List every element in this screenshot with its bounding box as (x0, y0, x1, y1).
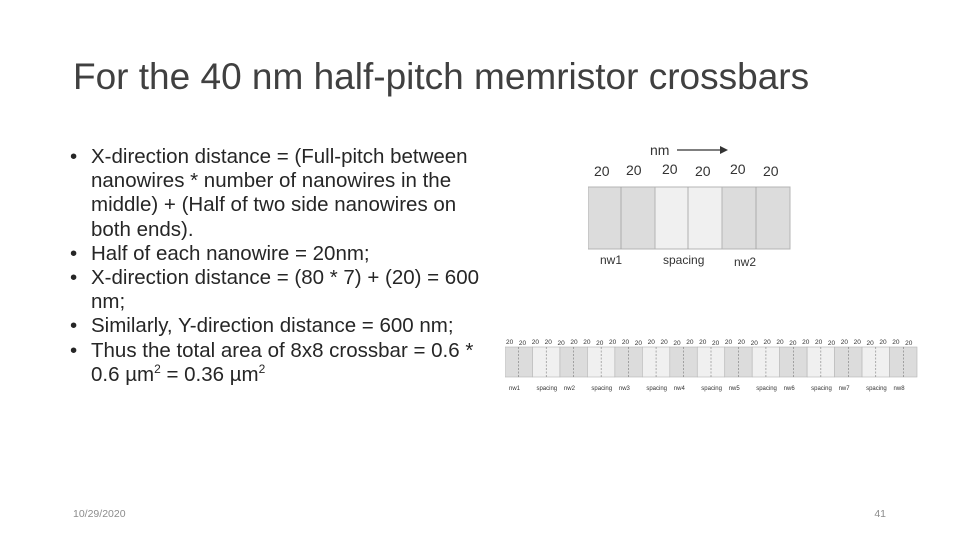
dim-label: 20 (626, 162, 642, 178)
dim-label: 20 (609, 339, 617, 346)
dim-label: 20 (730, 161, 746, 177)
superscript: 2 (154, 362, 161, 376)
dim-label: 20 (802, 339, 810, 346)
dim-label: 20 (570, 339, 578, 346)
bullet-item-area (70, 339, 480, 387)
diagram-label: nw7 (838, 386, 850, 392)
dim-label: 20 (724, 339, 733, 346)
dim-label: 20 (686, 339, 694, 346)
diagram-label: spacing (536, 386, 558, 392)
diagram-label: nw3 (618, 386, 630, 392)
diagram-label: nw4 (673, 386, 685, 392)
diagram-label: spacing (811, 386, 832, 392)
dim-label: 20 (557, 340, 565, 347)
diagram-label: spacing (663, 253, 705, 267)
superscript: 2 (258, 362, 266, 376)
diagram-label: spacing (646, 386, 668, 392)
dim-label: 20 (827, 340, 836, 347)
bullet-list (70, 145, 480, 387)
spacing-block (655, 187, 722, 249)
dim-label: 20 (699, 339, 707, 346)
dim-label: 20 (518, 340, 527, 347)
dim-label: 20 (763, 339, 771, 346)
nanowire-block (588, 187, 655, 249)
bullet-item: • Half of each nanowire = 20nm; (70, 242, 480, 266)
slide-title: For the 40 nm half-pitch memristor crossbars (73, 56, 810, 97)
diagram-label: spacing (866, 386, 887, 392)
dim-label: 20 (905, 340, 913, 347)
diagram-label: nw1 (600, 253, 623, 267)
dim-label: 20 (634, 340, 642, 347)
dim-label: 20 (712, 340, 720, 347)
bullet-item: • X-direction distance = (Full-pitch between nanowires * number of nanowires in the middle) + (Half of two side nanowires on both ends). (70, 145, 480, 242)
footer-date: 10/29/2020 (73, 508, 126, 520)
diagram-label: spacing (701, 386, 722, 392)
dim-label: 20 (789, 340, 797, 347)
diagram-label: nw8 (893, 386, 905, 392)
dim-label: 20 (506, 339, 514, 346)
bullet-item: • X-direction distance = (80 * 7) + (20) = 600 nm; (70, 266, 480, 314)
dim-label: 20 (750, 340, 758, 347)
pitch-diagram (588, 137, 794, 273)
dim-label: 20 (695, 163, 711, 179)
dim-label: 20 (621, 339, 630, 346)
dim-label: 20 (776, 339, 784, 346)
dim-label: 20 (662, 161, 678, 177)
dim-label: 20 (737, 339, 745, 346)
crossbar-row-diagram (505, 334, 920, 396)
arrow-icon (677, 146, 728, 154)
dim-label: 20 (544, 339, 552, 346)
dim-label: 20 (866, 340, 874, 347)
dim-label: 20 (583, 339, 591, 346)
diagram-label: nw1 (509, 386, 521, 392)
page-number: 41 (874, 508, 886, 520)
dim-label: 20 (673, 340, 681, 347)
dim-label: 20 (879, 339, 887, 346)
dim-label: 20 (596, 340, 604, 347)
diagram-label: nw2 (734, 255, 757, 269)
diagram-label: spacing (591, 386, 613, 392)
area-text-middle: = 0.36 µm (160, 362, 259, 386)
diagram-label: nw6 (783, 386, 795, 392)
bullet-item: • Similarly, Y-direction distance = 600 nm; (70, 314, 480, 338)
diagram-label: nw5 (728, 386, 740, 392)
dim-label: 20 (647, 339, 655, 346)
diagram-label: spacing (756, 386, 777, 392)
dim-label: 20 (531, 339, 539, 346)
area-text-prefix: Thus the total area of 8x8 crossbar = 0.6 * 0.6 µm (91, 338, 474, 386)
dim-label: 20 (892, 339, 900, 346)
dim-label: 20 (763, 163, 779, 179)
diagram-label: nw2 (563, 386, 575, 392)
dim-label: 20 (594, 163, 610, 179)
dim-label: 20 (840, 339, 848, 346)
dim-label: 20 (660, 339, 668, 346)
dim-label: 20 (815, 339, 823, 346)
dim-label: 20 (853, 339, 861, 346)
unit-label: nm (650, 142, 670, 158)
